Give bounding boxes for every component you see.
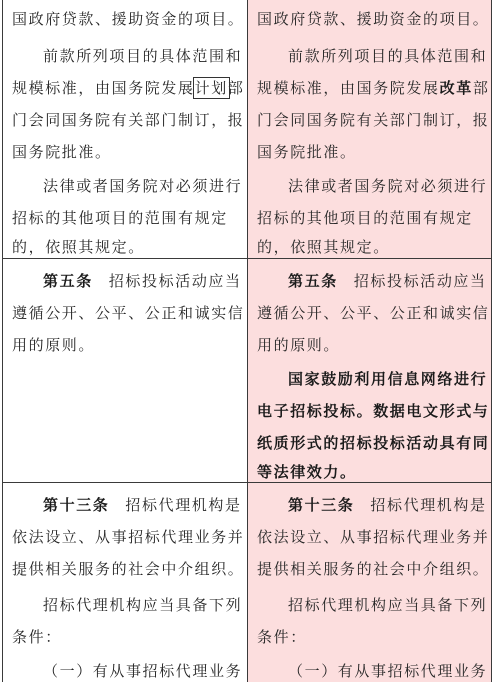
text-line: 提供相关服务的社会中介组织。 <box>12 560 245 578</box>
text-line: 遵循公开、公平、公正和诚实信 <box>12 304 245 322</box>
text-run: 招标代理机构是 <box>370 496 487 514</box>
original-text-cell <box>3 0 248 258</box>
table-row <box>3 258 491 482</box>
revised-text-cell <box>248 483 491 682</box>
text-line <box>288 271 487 291</box>
original-text-cell <box>3 483 248 682</box>
text-line: 国务院批准。 <box>12 143 112 161</box>
text-line: 前款所列项目的具体范围和 <box>43 47 243 65</box>
text-line: 法律或者国务院对必须进行 <box>288 177 488 195</box>
highlighted-word: 计划 <box>194 79 228 97</box>
text-run: 部 <box>227 79 245 97</box>
text-line: 依法设立、从事招标代理业务并 <box>12 528 245 546</box>
text-line: 前款所列项目的具体范围和 <box>288 47 488 65</box>
text-line <box>43 495 242 515</box>
text-line: 国务院批准。 <box>257 143 357 161</box>
text-line: 招标的其他项目的范围有规定 <box>257 209 473 227</box>
text-line: （一）有从事招标代理业务 <box>288 662 488 680</box>
text-line: 国政府贷款、援助资金的项目。 <box>257 10 490 28</box>
text-line <box>12 78 244 98</box>
text-line: 条件： <box>257 628 307 646</box>
article-number: 第十三条 <box>43 496 110 514</box>
text-run: 招标投标活动应当 <box>353 272 487 290</box>
text-line: 用的原则。 <box>12 336 96 354</box>
added-text-line: 等法律效力。 <box>257 463 357 481</box>
original-text-cell <box>3 259 248 482</box>
text-line: 招标的其他项目的范围有规定 <box>12 209 228 227</box>
text-run: 招标代理机构是 <box>125 496 242 514</box>
text-line: 国政府贷款、援助资金的项目。 <box>12 10 245 28</box>
table-row <box>3 0 491 258</box>
text-line: 法律或者国务院对必须进行 <box>43 177 243 195</box>
table-row <box>3 482 491 682</box>
text-run: 招标投标活动应当 <box>108 272 242 290</box>
added-text-line: 电子招标投标。数据电文形式与 <box>257 402 490 420</box>
text-line <box>43 271 242 291</box>
text-line: 门会同国务院有关部门制订，报 <box>12 111 245 129</box>
text-line: 招标代理机构应当具备下列 <box>288 596 488 614</box>
text-line: 门会同国务院有关部门制订，报 <box>257 111 490 129</box>
text-line <box>288 495 487 515</box>
article-number: 第十三条 <box>288 496 355 514</box>
text-line: 遵循公开、公平、公正和诚实信 <box>257 304 490 322</box>
article-number: 第五条 <box>43 272 93 290</box>
added-text-line: 国家鼓励利用信息网络进行 <box>288 370 488 388</box>
law-comparison-table <box>2 0 492 682</box>
text-run: 规模标准，由国务院发展 <box>257 79 440 97</box>
text-line: 用的原则。 <box>257 336 341 354</box>
article-number: 第五条 <box>288 272 338 290</box>
added-text-line: 纸质形式的招标投标活动具有同 <box>257 434 490 452</box>
text-line: （一）有从事招标代理业务 <box>43 662 243 680</box>
text-run: 部 <box>472 79 490 97</box>
text-line: 的，依照其规定。 <box>257 238 390 256</box>
text-line: 条件： <box>12 628 62 646</box>
text-line: 提供相关服务的社会中介组织。 <box>257 560 490 578</box>
text-line: 依法设立、从事招标代理业务并 <box>257 528 490 546</box>
text-line <box>257 78 489 98</box>
revised-text-cell <box>248 259 491 482</box>
revised-text-cell <box>248 0 491 258</box>
text-run: 规模标准，由国务院发展 <box>12 79 195 97</box>
text-line: 招标代理机构应当具备下列 <box>43 596 243 614</box>
revised-word: 改革 <box>439 79 473 97</box>
text-line: 的，依照其规定。 <box>12 238 145 256</box>
